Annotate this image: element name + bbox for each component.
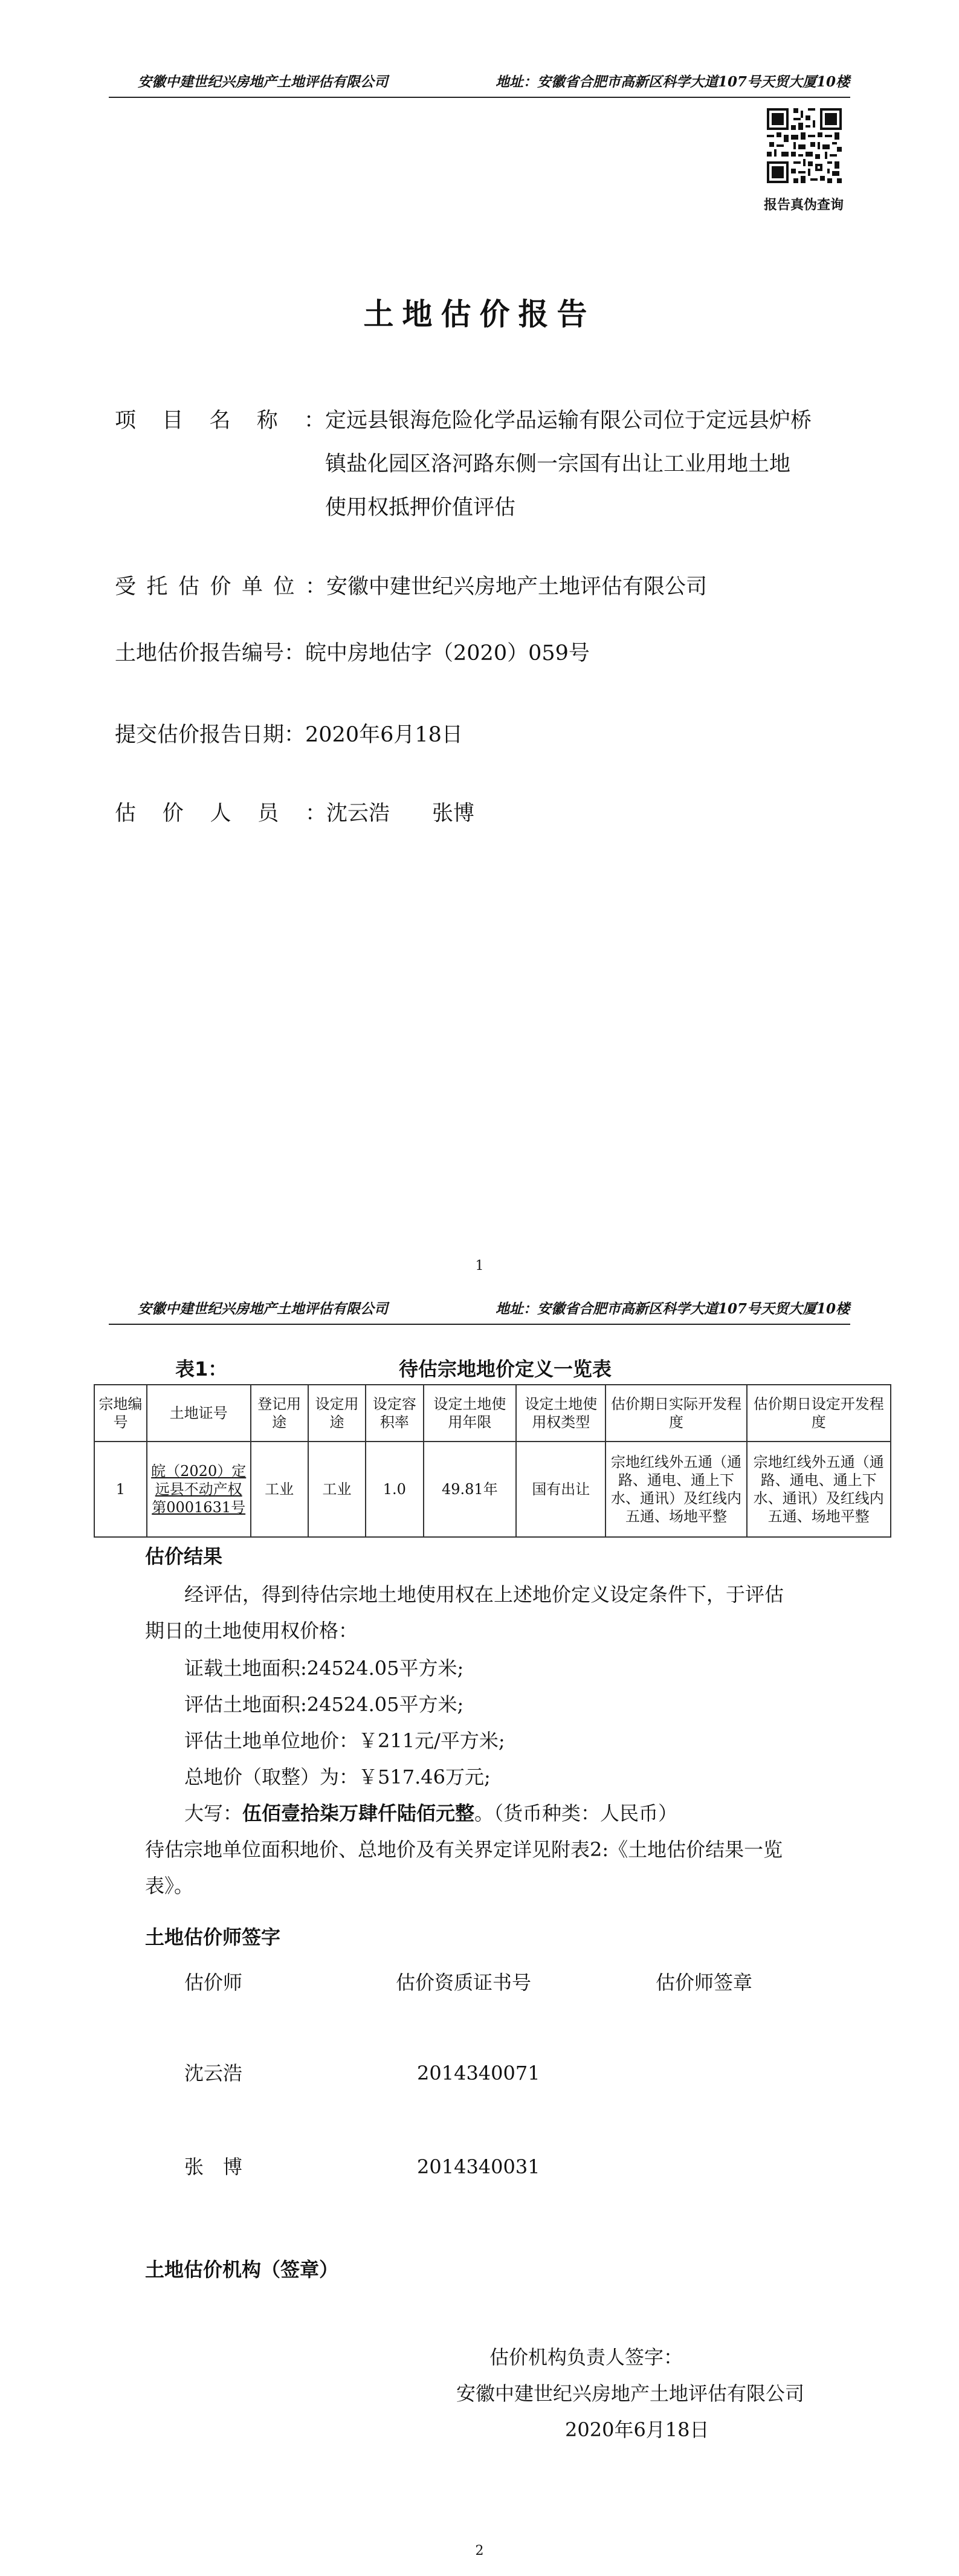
- project-name-label: 项目名称：: [115, 409, 325, 433]
- table-cell: 1.0: [366, 1442, 423, 1537]
- report-number-row: [115, 632, 852, 675]
- report-cover-page: [0, 0, 959, 1287]
- organization-heading: 土地估价机构（签章）: [145, 2258, 339, 2281]
- submit-date-value: 2020年6月18日: [305, 723, 463, 747]
- land-price-definition-table: [94, 1384, 891, 1538]
- result-intro-line: 经评估，得到待估宗地土地使用权在上述地价定义设定条件下，于评估: [184, 1583, 784, 1606]
- evaluated-area: 评估土地面积:24524.05平方米;: [184, 1693, 464, 1716]
- appraisers-value: 沈云浩 张博: [326, 801, 475, 826]
- appraiser-name: 沈云浩: [184, 2062, 243, 2085]
- table-cell: 国有出让: [516, 1442, 605, 1537]
- table-caption-label: 表1：: [175, 1358, 228, 1380]
- table-cell: 宗地红线外五通（通路、通电、通上下水、通讯）及红线内五通、场地平整: [747, 1442, 891, 1537]
- table-header-cell: 估价期日实际开发程度: [605, 1385, 746, 1442]
- table-header-cell: 设定土地使用权类型: [516, 1385, 605, 1442]
- client-value: 安徽中建世纪兴房地产土地评估有限公司: [326, 575, 708, 599]
- report-summary-page: [0, 1287, 959, 2576]
- table-cell: 1: [94, 1442, 147, 1537]
- report-title: 土地估价报告: [363, 297, 596, 332]
- organization-name: 安徽中建世纪兴房地产土地评估有限公司: [456, 2382, 805, 2405]
- table-header-cell: 设定容积率: [366, 1385, 423, 1442]
- client-label: 受托估价单位：: [115, 575, 326, 599]
- table-header-cell: 土地证号: [147, 1385, 251, 1442]
- table-header-cell: 宗地编号: [94, 1385, 147, 1442]
- result-heading: 估价结果: [145, 1545, 223, 1568]
- result-intro-line: 期日的土地使用权价格：: [145, 1619, 358, 1642]
- table-header-cell: 设定用途: [308, 1385, 366, 1442]
- table-row: [94, 1442, 891, 1537]
- appraiser-cert: 2014340071: [417, 2062, 540, 2085]
- signature-column-appraiser: 估价师: [184, 1971, 243, 1994]
- organization-sign-label: 估价机构负责人签字：: [489, 2346, 683, 2369]
- page-header: [109, 1287, 850, 1325]
- note-line: 待估宗地单位面积地价、总地价及有关界定详见附表2:《土地估价结果一览: [145, 1838, 783, 1861]
- total-price: 总地价（取整）为：￥517.46万元;: [184, 1765, 491, 1788]
- page-number: 1: [475, 1258, 484, 1273]
- appraiser-name: 张 博: [184, 2155, 243, 2178]
- project-name-line: 使用权抵押价值评估: [325, 496, 516, 520]
- report-number-value: 皖中房地估字（2020）059号: [305, 641, 590, 665]
- table-header-cell: 登记用途: [251, 1385, 308, 1442]
- header-company: 安徽中建世纪兴房地产土地评估有限公司: [138, 74, 388, 90]
- table-cell: 宗地红线外五通（通路、通电、通上下水、通讯）及红线内五通、场地平整: [605, 1442, 746, 1537]
- certificate-area: 证载土地面积:24524.05平方米;: [184, 1657, 464, 1680]
- table-header-cell: 设定土地使用年限: [424, 1385, 517, 1442]
- signature-heading: 土地估价师签字: [145, 1926, 281, 1949]
- table-cell: 工业: [308, 1442, 366, 1537]
- table-cell: 工业: [251, 1442, 308, 1537]
- header-company: 安徽中建世纪兴房地产土地评估有限公司: [138, 1301, 388, 1317]
- table-cell: 49.81年: [424, 1442, 517, 1537]
- header-address: 地址：安徽省合肥市高新区科学大道107号天贸大厦10楼: [496, 1301, 850, 1317]
- table-caption-title: 待估宗地地价定义一览表: [399, 1358, 612, 1380]
- qr-code-icon[interactable]: [764, 106, 844, 186]
- capital-amount-value: 伍佰壹拾柒万肆仟陆佰元整: [242, 1802, 475, 1825]
- table-header-cell: 估价期日设定开发程度: [747, 1385, 891, 1442]
- capital-amount-label: 大写：: [184, 1802, 243, 1825]
- appraisers-label: 估价人员：: [115, 801, 326, 826]
- table-header-row: [94, 1385, 891, 1442]
- submit-date-label: 提交估价报告日期：: [115, 723, 306, 747]
- page-number: 2: [475, 2543, 484, 2558]
- header-address: 地址：安徽省合肥市高新区科学大道107号天贸大厦10楼: [496, 74, 850, 90]
- submit-date-row: [115, 713, 852, 757]
- signature-column-cert: 估价资质证书号: [396, 1971, 532, 1994]
- organization-date: 2020年6月18日: [565, 2418, 709, 2441]
- unit-price: 评估土地单位地价：￥211元/平方米;: [184, 1729, 505, 1752]
- page-header: [109, 60, 850, 98]
- table-cell: 皖（2020）定远县不动产权第0001631号: [147, 1442, 251, 1537]
- note-line: 表》。: [145, 1874, 194, 1897]
- project-name-line: 镇盐化园区洛河路东侧一宗国有出让工业用地土地: [325, 452, 791, 476]
- appraiser-cert: 2014340031: [417, 2155, 540, 2178]
- capital-amount-row: [184, 1795, 677, 1831]
- project-name-line: 定远县银海危险化学品运输有限公司位于定远县炉桥: [325, 409, 812, 433]
- qr-caption: 报告真伪查询: [764, 198, 844, 213]
- signature-column-seal: 估价师签章: [656, 1971, 753, 1994]
- report-number-label: 土地估价报告编号：: [115, 641, 306, 665]
- currency-note: 。（货币种类：人民币）: [474, 1802, 678, 1825]
